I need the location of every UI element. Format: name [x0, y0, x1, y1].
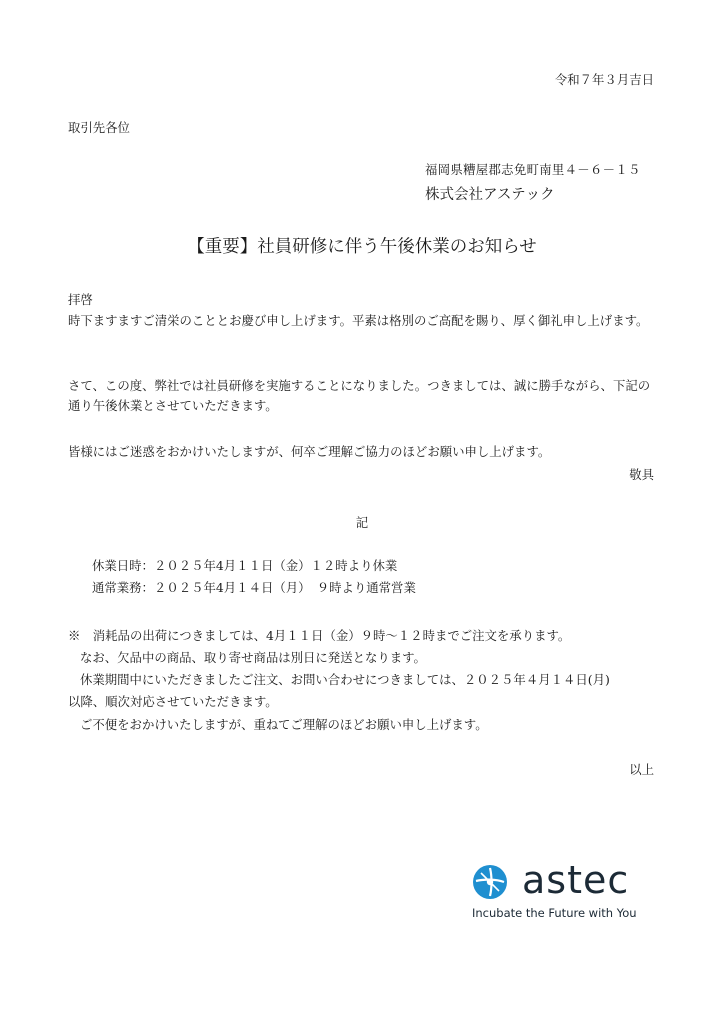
- schedule-resume: 通常業務：２０２５年4月１４日（月） ９時より通常営業: [92, 580, 416, 595]
- sender-address: 福岡県糟屋郡志免町南里４－６－１５: [425, 162, 641, 177]
- note-line-2: なお、欠品中の商品、取り寄せ商品は別日に発送となります。: [80, 650, 426, 665]
- recipient: 取引先各位: [68, 120, 130, 135]
- ki-heading: 記: [355, 515, 369, 530]
- note-line-1: ※ 消耗品の出荷につきましては、4月１１日（金）９時～１２時までご注文を承ります。: [68, 628, 571, 643]
- closing-word: 敬具: [629, 467, 654, 482]
- greeting: 拝啓: [68, 292, 93, 307]
- logo-tagline: Incubate the Future with You: [472, 906, 637, 920]
- paragraph-seasonal-greeting: 時下ますますご清栄のこととお慶び申し上げます。平素は格別のご高配を賜り、厚く御礼申し上げます。: [68, 313, 649, 328]
- schedule-closure: 休業日時：２０２５年4月１１日（金）１２時より休業: [92, 558, 398, 573]
- end-mark: 以上: [629, 762, 654, 777]
- note-line-4: 以降、順次対応させていただきます。: [68, 694, 278, 709]
- paragraph-announcement: さて、この度、弊社では社員研修を実施することになりました。つきましては、誠に勝手ながら、下記の通り午後休業とさせていただきます。: [68, 378, 651, 413]
- document-date: 令和７年３月吉日: [554, 72, 654, 87]
- paragraph-apology: 皆様にはご迷惑をおかけいたしますが、何卒ご理解ご協力のほどお願い申し上げます。: [68, 444, 551, 459]
- note-line-5: ご不便をおかけいたしますが、重ねてご理解のほどお願い申し上げます。: [80, 717, 488, 732]
- logo-wordmark: astec: [522, 858, 630, 902]
- note-line-3: 休業期間中にいただきましたご注文、お問い合わせにつきましては、２０２５年４月１４日(月): [80, 672, 610, 687]
- astec-logo-icon: [472, 864, 508, 900]
- sender-company: 株式会社アステック: [425, 187, 555, 203]
- document-title: 【重要】社員研修に伴う午後休業のお知らせ: [187, 237, 537, 257]
- company-logo: [470, 858, 660, 928]
